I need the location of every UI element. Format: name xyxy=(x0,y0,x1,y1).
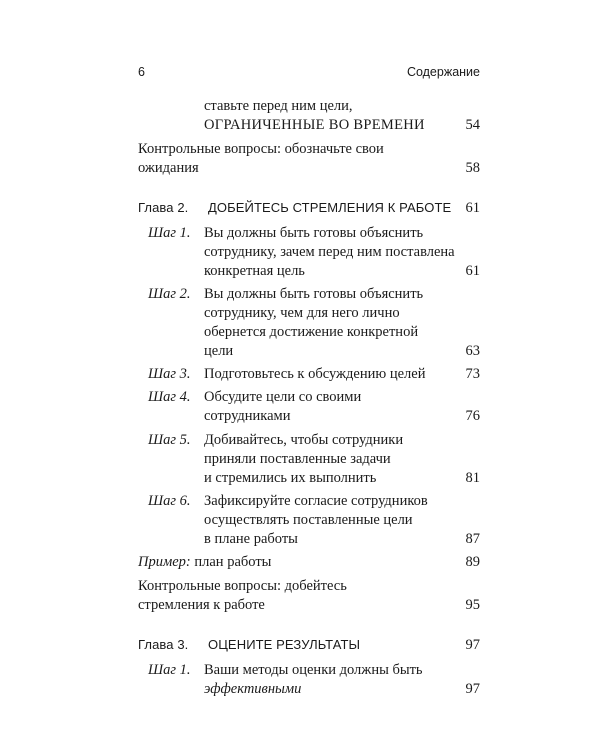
entry-page: 58 xyxy=(465,160,480,176)
step-label: Шаг 1. xyxy=(148,225,191,241)
entry-line: приняли поставленные задачи xyxy=(204,451,391,467)
step-label: Шаг 6. xyxy=(148,493,191,509)
entry-line: сотруднику, зачем перед ним поставлена xyxy=(204,244,455,260)
entry-line: Вы должны быть готовы объяснить xyxy=(204,225,424,241)
entry-line: конкретная цель xyxy=(204,263,305,279)
page-number: 6 xyxy=(138,65,145,79)
step-label: Шаг 2. xyxy=(148,286,191,302)
entry-page: 61 xyxy=(465,263,480,279)
entry-line: осуществлять поставленные цели xyxy=(204,512,413,528)
entry-line: Ваши методы оценки должны быть xyxy=(204,662,423,678)
example-text: план работы xyxy=(194,554,272,570)
step-label: Шаг 3. xyxy=(148,366,191,382)
entry-line: цели xyxy=(204,343,234,359)
entry-line: ОГРАНИЧЕННЫЕ ВО ВРЕМЕНИ xyxy=(204,117,425,133)
chapter-label: Глава 2. xyxy=(138,200,189,215)
chapter-title: ДОБЕЙТЕСЬ СТРЕМЛЕНИЯ К РАБОТЕ xyxy=(208,200,452,215)
entry-line: эффективными xyxy=(204,681,302,697)
entry-page: 95 xyxy=(465,597,480,613)
entry-line: Вы должны быть готовы объяснить xyxy=(204,286,424,302)
chapter-label: Глава 3. xyxy=(138,637,189,652)
entry-line: ставьте перед ним цели, xyxy=(204,98,353,114)
entry-line: сотрудниками xyxy=(204,408,291,424)
entry-line: Зафиксируйте согласие сотрудников xyxy=(204,493,428,509)
entry-line: Подготовьтесь к обсуждению целей xyxy=(204,366,426,382)
step-label: Шаг 5. xyxy=(148,432,191,448)
chapter-title: ОЦЕНИТЕ РЕЗУЛЬТАТЫ xyxy=(208,637,361,652)
step-label: Шаг 4. xyxy=(148,389,191,405)
step-label: Шаг 1. xyxy=(148,662,191,678)
entry-line: сотруднику, чем для него лично xyxy=(204,305,400,321)
entry-line: ожидания xyxy=(138,160,199,176)
example-label: Пример: xyxy=(138,554,191,570)
entry-line: Обсудите цели со своими xyxy=(204,389,362,405)
entry-page: 87 xyxy=(465,531,480,547)
entry-page: 97 xyxy=(465,681,480,697)
entry-page: 76 xyxy=(465,408,480,424)
entry-line: в плане работы xyxy=(204,531,298,547)
entry-page: 81 xyxy=(465,470,480,486)
entry-line: и стремились их выполнить xyxy=(204,470,377,486)
chapter-page: 97 xyxy=(465,637,480,653)
chapter-page: 61 xyxy=(465,200,480,216)
entry-line: Контрольные вопросы: добейтесь xyxy=(138,578,347,594)
entry-line: Контрольные вопросы: обозначьте свои xyxy=(138,141,384,157)
entry-page: 73 xyxy=(465,366,480,382)
entry-line: Добивайтесь, чтобы сотрудники xyxy=(204,432,404,448)
entry-line: обернется достижение конкретной xyxy=(204,324,419,340)
entry-page: 54 xyxy=(465,117,480,133)
entry-line: стремления к работе xyxy=(138,597,265,613)
entry-page: 63 xyxy=(465,343,480,359)
running-title: Содержание xyxy=(406,65,480,79)
entry-page: 89 xyxy=(465,554,480,570)
